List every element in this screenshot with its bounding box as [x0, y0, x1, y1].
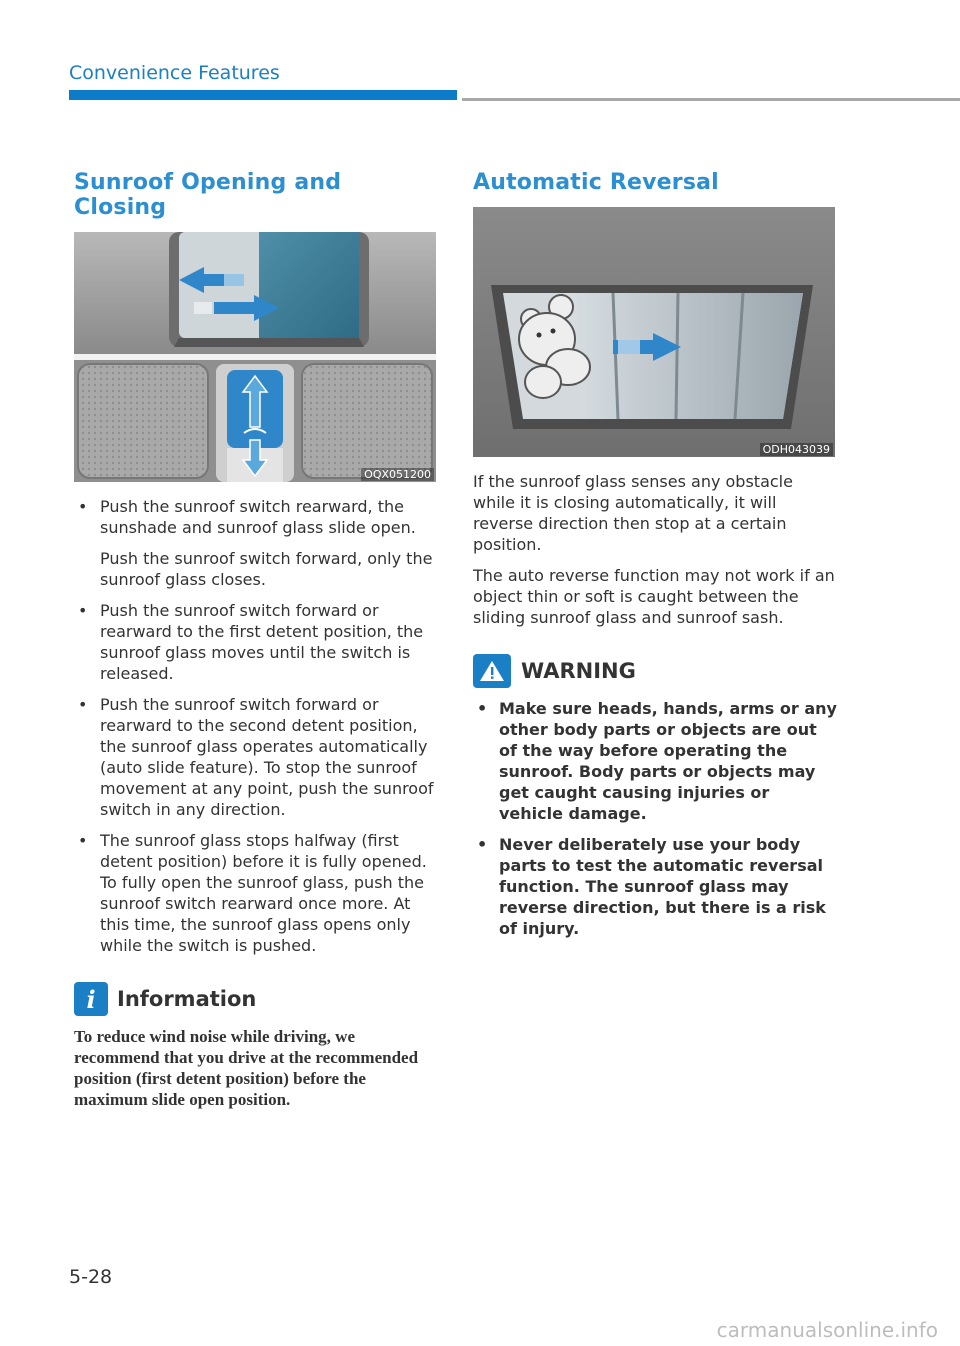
warning-title: WARNING [521, 659, 636, 683]
information-icon: i [74, 982, 108, 1016]
warning-header [473, 654, 838, 688]
heading-automatic-reversal: Automatic Reversal [473, 170, 719, 195]
sunroof-operation-list [74, 496, 438, 956]
list-item [74, 600, 438, 684]
paragraph: The auto reverse function may not work if an object thin or soft is caught between the sliding sunroof glass and sunroof sash. [473, 566, 835, 627]
list-item [74, 496, 438, 590]
paragraph: If the sunroof glass senses any obstacle while it is closing automatically, it will reverse direction then stop at a certain position. [473, 472, 793, 554]
list-item-text: • Push the sunroof switch forward or rearward to the first detent position, the sunroof glass moves until the switch is released. [100, 601, 424, 683]
figure-code: ODH043039 [760, 443, 833, 456]
list-item [74, 830, 438, 956]
figure-sunroof-switch [74, 232, 436, 482]
list-item: • Make sure heads, hands, arms or any other body parts or objects are out of the way before operating the sunroof. Body parts or objects may get caught causing injuries or vehicle damage. [473, 698, 838, 824]
figure-code: OQX051200 [361, 468, 434, 481]
warning-icon [473, 654, 511, 688]
information-body: To reduce wind noise while driving, we recommend that you drive at the recommended position (first detent position) before the maximum slide open position. [74, 1027, 419, 1109]
list-item: • Never deliberately use your body parts to test the automatic reversal function. The sunroof glass may reverse direction, but there is a risk of injury. [473, 834, 838, 939]
watermark: carmanualsonline.info [716, 1318, 938, 1342]
list-item-text: • Push the sunroof switch rearward, the sunshade and sunroof glass slide open. [100, 497, 416, 537]
information-header [74, 982, 438, 1016]
figure-automatic-reversal [473, 207, 835, 457]
left-column [74, 170, 438, 1110]
list-item-text: • Push the sunroof switch forward or rearward to the second detent position, the sunroof glass operates automatically (auto slide feature). To stop the sunroof movement at any point, push the sunroof switch in any direction. [100, 695, 434, 819]
automatic-reversal-illustration [473, 207, 835, 457]
sunroof-switch-illustration [74, 232, 436, 482]
right-column [473, 170, 838, 949]
heading-sunroof-opening: Sunroof Opening and Closing [74, 170, 342, 220]
list-item-text: • The sunroof glass stops halfway (first detent position) before it is fully opened. To fully open the sunroof glass, push the sunroof switch rearward once more. At this time, the sunroof glass opens only while the switch is pushed. [100, 831, 427, 955]
section-title: Convenience Features [69, 62, 280, 84]
header-rule-grey [462, 98, 960, 101]
warning-list [473, 698, 838, 939]
page-number: 5-28 [69, 1266, 113, 1288]
information-title: Information [117, 987, 257, 1011]
header-rule-blue [69, 90, 457, 100]
list-item-text: Push the sunroof switch forward, only the sunroof glass closes. [100, 549, 433, 589]
list-item [74, 694, 438, 820]
